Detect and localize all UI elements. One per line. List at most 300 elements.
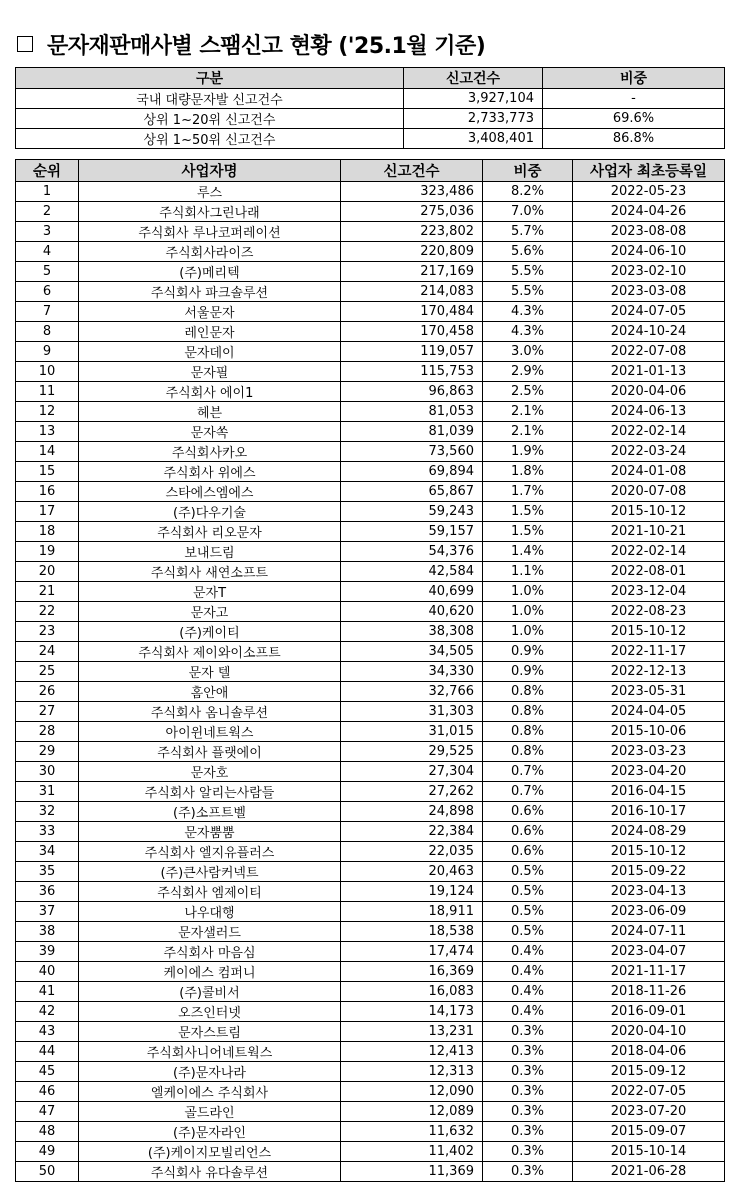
share-cell: 0.9% — [483, 642, 573, 662]
registration-date-cell: 2023-04-20 — [573, 762, 725, 782]
rank-cell: 26 — [16, 682, 79, 702]
share-cell: 4.3% — [483, 322, 573, 342]
report-count-cell: 59,243 — [341, 502, 483, 522]
ranking-header-rank: 순위 — [16, 160, 79, 182]
table-row — [16, 582, 725, 602]
table-row — [16, 622, 725, 642]
company-name-cell: 오즈인터넷 — [79, 1002, 341, 1022]
company-name-cell: 주식회사 유다솔루션 — [79, 1162, 341, 1182]
report-count-cell: 170,484 — [341, 302, 483, 322]
registration-date-cell: 2024-07-05 — [573, 302, 725, 322]
registration-date-cell: 2024-04-26 — [573, 202, 725, 222]
company-name-cell: 주식회사 제이와이소프트 — [79, 642, 341, 662]
table-row — [16, 502, 725, 522]
table-row — [16, 1022, 725, 1042]
table-row — [16, 842, 725, 862]
registration-date-cell: 2015-10-12 — [573, 842, 725, 862]
share-cell: 3.0% — [483, 342, 573, 362]
share-cell: 2.9% — [483, 362, 573, 382]
registration-date-cell: 2018-11-26 — [573, 982, 725, 1002]
table-row — [16, 462, 725, 482]
rank-cell: 30 — [16, 762, 79, 782]
report-count-cell: 19,124 — [341, 882, 483, 902]
registration-date-cell: 2020-07-08 — [573, 482, 725, 502]
company-name-cell: (주)케이지모빌리언스 — [79, 1142, 341, 1162]
table-row — [16, 442, 725, 462]
ranking-table — [15, 159, 725, 1182]
company-name-cell: 주식회사 에이1 — [79, 382, 341, 402]
report-count-cell: 12,413 — [341, 1042, 483, 1062]
share-cell: 5.5% — [483, 282, 573, 302]
share-cell: 1.9% — [483, 442, 573, 462]
rank-cell: 34 — [16, 842, 79, 862]
registration-date-cell: 2015-09-07 — [573, 1122, 725, 1142]
report-count-cell: 16,369 — [341, 962, 483, 982]
rank-cell: 42 — [16, 1002, 79, 1022]
company-name-cell: 주식회사 엘지유플러스 — [79, 842, 341, 862]
share-cell: 2.1% — [483, 402, 573, 422]
rank-cell: 3 — [16, 222, 79, 242]
registration-date-cell: 2023-04-07 — [573, 942, 725, 962]
table-row — [16, 662, 725, 682]
report-count-cell: 20,463 — [341, 862, 483, 882]
report-count-cell: 69,894 — [341, 462, 483, 482]
registration-date-cell: 2022-05-23 — [573, 182, 725, 202]
share-cell: 1.5% — [483, 502, 573, 522]
table-row — [16, 942, 725, 962]
report-count-cell: 59,157 — [341, 522, 483, 542]
share-cell: 0.7% — [483, 762, 573, 782]
share-cell: 0.3% — [483, 1142, 573, 1162]
report-count-cell: 170,458 — [341, 322, 483, 342]
report-count-cell: 24,898 — [341, 802, 483, 822]
table-row — [16, 902, 725, 922]
company-name-cell: 주식회사 마음심 — [79, 942, 341, 962]
registration-date-cell: 2022-12-13 — [573, 662, 725, 682]
rank-cell: 38 — [16, 922, 79, 942]
rank-cell: 46 — [16, 1082, 79, 1102]
company-name-cell: 주식회사 알리는사람들 — [79, 782, 341, 802]
table-row — [16, 802, 725, 822]
registration-date-cell: 2021-01-13 — [573, 362, 725, 382]
registration-date-cell: 2023-06-09 — [573, 902, 725, 922]
rank-cell: 22 — [16, 602, 79, 622]
share-cell: 0.5% — [483, 922, 573, 942]
company-name-cell: 주식회사 새연소프트 — [79, 562, 341, 582]
summary-table — [15, 67, 725, 149]
table-row — [16, 482, 725, 502]
report-count-cell: 11,369 — [341, 1162, 483, 1182]
summary-share-cell: 69.6% — [543, 109, 725, 129]
share-cell: 0.6% — [483, 842, 573, 862]
share-cell: 0.3% — [483, 1082, 573, 1102]
share-cell: 0.3% — [483, 1022, 573, 1042]
share-cell: 1.0% — [483, 622, 573, 642]
share-cell: 0.5% — [483, 882, 573, 902]
registration-date-cell: 2022-11-17 — [573, 642, 725, 662]
share-cell: 5.6% — [483, 242, 573, 262]
company-name-cell: (주)메리텍 — [79, 262, 341, 282]
table-row — [16, 602, 725, 622]
share-cell: 1.1% — [483, 562, 573, 582]
company-name-cell: 문자뿜뿜 — [79, 822, 341, 842]
company-name-cell: 서울문자 — [79, 302, 341, 322]
rank-cell: 41 — [16, 982, 79, 1002]
table-row — [16, 282, 725, 302]
registration-date-cell: 2018-04-06 — [573, 1042, 725, 1062]
table-row — [16, 722, 725, 742]
summary-header-category: 구분 — [16, 68, 404, 89]
registration-date-cell: 2024-08-29 — [573, 822, 725, 842]
rank-cell: 2 — [16, 202, 79, 222]
table-row — [16, 982, 725, 1002]
rank-cell: 50 — [16, 1162, 79, 1182]
rank-cell: 45 — [16, 1062, 79, 1082]
report-count-cell: 40,699 — [341, 582, 483, 602]
company-name-cell: (주)소프트벨 — [79, 802, 341, 822]
report-count-cell: 31,015 — [341, 722, 483, 742]
company-name-cell: 문자고 — [79, 602, 341, 622]
rank-cell: 21 — [16, 582, 79, 602]
summary-category-cell: 국내 대량문자발 신고건수 — [16, 89, 404, 109]
company-name-cell: 주식회사 위에스 — [79, 462, 341, 482]
table-row — [16, 422, 725, 442]
share-cell: 0.5% — [483, 862, 573, 882]
table-row — [16, 1162, 725, 1182]
company-name-cell: 주식회사라이즈 — [79, 242, 341, 262]
registration-date-cell: 2016-09-01 — [573, 1002, 725, 1022]
report-count-cell: 27,262 — [341, 782, 483, 802]
company-name-cell: (주)문자라인 — [79, 1122, 341, 1142]
registration-date-cell: 2015-09-22 — [573, 862, 725, 882]
report-count-cell: 214,083 — [341, 282, 483, 302]
share-cell: 1.8% — [483, 462, 573, 482]
share-cell: 2.5% — [483, 382, 573, 402]
report-count-cell: 32,766 — [341, 682, 483, 702]
table-row — [16, 682, 725, 702]
share-cell: 1.5% — [483, 522, 573, 542]
share-cell: 0.4% — [483, 1002, 573, 1022]
share-cell: 0.4% — [483, 942, 573, 962]
registration-date-cell: 2024-06-10 — [573, 242, 725, 262]
report-count-cell: 96,863 — [341, 382, 483, 402]
rank-cell: 39 — [16, 942, 79, 962]
registration-date-cell: 2015-09-12 — [573, 1062, 725, 1082]
table-row — [16, 1142, 725, 1162]
table-row — [16, 562, 725, 582]
summary-header-row — [16, 68, 725, 89]
rank-cell: 1 — [16, 182, 79, 202]
rank-cell: 5 — [16, 262, 79, 282]
company-name-cell: 문자샐러드 — [79, 922, 341, 942]
share-cell: 0.3% — [483, 1042, 573, 1062]
registration-date-cell: 2024-01-08 — [573, 462, 725, 482]
rank-cell: 9 — [16, 342, 79, 362]
company-name-cell: 문자스트림 — [79, 1022, 341, 1042]
share-cell: 5.5% — [483, 262, 573, 282]
share-cell: 0.6% — [483, 822, 573, 842]
registration-date-cell: 2022-08-01 — [573, 562, 725, 582]
company-name-cell: 주식회사 루나코퍼레이션 — [79, 222, 341, 242]
report-count-cell: 27,304 — [341, 762, 483, 782]
report-count-cell: 22,384 — [341, 822, 483, 842]
share-cell: 1.4% — [483, 542, 573, 562]
company-name-cell: 케이에스 컴퍼니 — [79, 962, 341, 982]
rank-cell: 12 — [16, 402, 79, 422]
page-title-text: 문자재판매사별 스팸신고 현황 ('25.1월 기준) — [47, 33, 486, 59]
share-cell: 1.0% — [483, 602, 573, 622]
summary-count-cell: 3,927,104 — [404, 89, 543, 109]
rank-cell: 27 — [16, 702, 79, 722]
table-row — [16, 862, 725, 882]
registration-date-cell: 2021-11-17 — [573, 962, 725, 982]
share-cell: 4.3% — [483, 302, 573, 322]
company-name-cell: (주)콜비서 — [79, 982, 341, 1002]
report-count-cell: 65,867 — [341, 482, 483, 502]
share-cell: 0.3% — [483, 1102, 573, 1122]
report-count-cell: 14,173 — [341, 1002, 483, 1022]
summary-count-cell: 2,733,773 — [404, 109, 543, 129]
rank-cell: 24 — [16, 642, 79, 662]
rank-cell: 19 — [16, 542, 79, 562]
rank-cell: 18 — [16, 522, 79, 542]
report-count-cell: 54,376 — [341, 542, 483, 562]
table-row — [16, 262, 725, 282]
rank-cell: 17 — [16, 502, 79, 522]
rank-cell: 36 — [16, 882, 79, 902]
company-name-cell: 스타에스엠에스 — [79, 482, 341, 502]
registration-date-cell: 2024-10-24 — [573, 322, 725, 342]
share-cell: 0.4% — [483, 982, 573, 1002]
company-name-cell: 레인문자 — [79, 322, 341, 342]
company-name-cell: 주식회사 플랫에이 — [79, 742, 341, 762]
report-count-cell: 119,057 — [341, 342, 483, 362]
share-cell: 0.3% — [483, 1122, 573, 1142]
rank-cell: 4 — [16, 242, 79, 262]
registration-date-cell: 2022-02-14 — [573, 542, 725, 562]
report-count-cell: 323,486 — [341, 182, 483, 202]
summary-category-cell: 상위 1~50위 신고건수 — [16, 129, 404, 149]
report-count-cell: 12,090 — [341, 1082, 483, 1102]
table-row — [16, 762, 725, 782]
table-row — [16, 962, 725, 982]
table-row — [16, 642, 725, 662]
share-cell: 0.5% — [483, 902, 573, 922]
share-cell: 1.7% — [483, 482, 573, 502]
report-count-cell: 22,035 — [341, 842, 483, 862]
report-count-cell: 11,402 — [341, 1142, 483, 1162]
page-title — [17, 24, 485, 64]
registration-date-cell: 2024-04-05 — [573, 702, 725, 722]
table-row — [16, 882, 725, 902]
company-name-cell: 엘케이에스 주식회사 — [79, 1082, 341, 1102]
share-cell: 5.7% — [483, 222, 573, 242]
report-count-cell: 42,584 — [341, 562, 483, 582]
summary-row — [16, 109, 725, 129]
registration-date-cell: 2022-03-24 — [573, 442, 725, 462]
report-count-cell: 12,313 — [341, 1062, 483, 1082]
table-row — [16, 402, 725, 422]
rank-cell: 10 — [16, 362, 79, 382]
company-name-cell: 주식회사카오 — [79, 442, 341, 462]
checkbox-square-icon — [17, 36, 33, 52]
rank-cell: 23 — [16, 622, 79, 642]
company-name-cell: 문자호 — [79, 762, 341, 782]
report-count-cell: 18,538 — [341, 922, 483, 942]
registration-date-cell: 2015-10-14 — [573, 1142, 725, 1162]
share-cell: 0.3% — [483, 1162, 573, 1182]
table-row — [16, 522, 725, 542]
table-row — [16, 322, 725, 342]
rank-cell: 44 — [16, 1042, 79, 1062]
rank-cell: 40 — [16, 962, 79, 982]
company-name-cell: 문자T — [79, 582, 341, 602]
table-row — [16, 742, 725, 762]
registration-date-cell: 2023-04-13 — [573, 882, 725, 902]
registration-date-cell: 2024-07-11 — [573, 922, 725, 942]
table-row — [16, 922, 725, 942]
registration-date-cell: 2021-10-21 — [573, 522, 725, 542]
registration-date-cell: 2015-10-06 — [573, 722, 725, 742]
registration-date-cell: 2021-06-28 — [573, 1162, 725, 1182]
table-row — [16, 302, 725, 322]
report-count-cell: 34,505 — [341, 642, 483, 662]
share-cell: 0.3% — [483, 1062, 573, 1082]
report-count-cell: 18,911 — [341, 902, 483, 922]
rank-cell: 15 — [16, 462, 79, 482]
registration-date-cell: 2023-03-08 — [573, 282, 725, 302]
registration-date-cell: 2023-02-10 — [573, 262, 725, 282]
registration-date-cell: 2023-07-20 — [573, 1102, 725, 1122]
company-name-cell: 헤븐 — [79, 402, 341, 422]
table-row — [16, 822, 725, 842]
table-row — [16, 1102, 725, 1122]
summary-header-count: 신고건수 — [404, 68, 543, 89]
rank-cell: 16 — [16, 482, 79, 502]
rank-cell: 37 — [16, 902, 79, 922]
rank-cell: 33 — [16, 822, 79, 842]
summary-count-cell: 3,408,401 — [404, 129, 543, 149]
rank-cell: 32 — [16, 802, 79, 822]
report-count-cell: 81,053 — [341, 402, 483, 422]
company-name-cell: 보내드림 — [79, 542, 341, 562]
company-name-cell: 주식회사 리오문자 — [79, 522, 341, 542]
share-cell: 7.0% — [483, 202, 573, 222]
table-row — [16, 542, 725, 562]
report-count-cell: 223,802 — [341, 222, 483, 242]
share-cell: 0.8% — [483, 702, 573, 722]
table-row — [16, 702, 725, 722]
company-name-cell: 문자 텔 — [79, 662, 341, 682]
rank-cell: 13 — [16, 422, 79, 442]
table-row — [16, 342, 725, 362]
registration-date-cell: 2015-10-12 — [573, 502, 725, 522]
share-cell: 0.9% — [483, 662, 573, 682]
report-count-cell: 38,308 — [341, 622, 483, 642]
rank-cell: 35 — [16, 862, 79, 882]
rank-cell: 25 — [16, 662, 79, 682]
table-row — [16, 1122, 725, 1142]
company-name-cell: 골드라인 — [79, 1102, 341, 1122]
registration-date-cell: 2020-04-06 — [573, 382, 725, 402]
rank-cell: 8 — [16, 322, 79, 342]
registration-date-cell: 2023-08-08 — [573, 222, 725, 242]
registration-date-cell: 2023-12-04 — [573, 582, 725, 602]
registration-date-cell: 2023-03-23 — [573, 742, 725, 762]
table-row — [16, 1062, 725, 1082]
ranking-header-count: 신고건수 — [341, 160, 483, 182]
registration-date-cell: 2015-10-12 — [573, 622, 725, 642]
rank-cell: 28 — [16, 722, 79, 742]
table-row — [16, 242, 725, 262]
rank-cell: 14 — [16, 442, 79, 462]
report-count-cell: 73,560 — [341, 442, 483, 462]
rank-cell: 29 — [16, 742, 79, 762]
table-row — [16, 1042, 725, 1062]
share-cell: 1.0% — [483, 582, 573, 602]
registration-date-cell: 2022-07-08 — [573, 342, 725, 362]
report-count-cell: 220,809 — [341, 242, 483, 262]
company-name-cell: 루스 — [79, 182, 341, 202]
table-row — [16, 382, 725, 402]
table-row — [16, 1002, 725, 1022]
company-name-cell: (주)다우기술 — [79, 502, 341, 522]
registration-date-cell: 2020-04-10 — [573, 1022, 725, 1042]
rank-cell: 7 — [16, 302, 79, 322]
share-cell: 0.4% — [483, 962, 573, 982]
registration-date-cell: 2022-02-14 — [573, 422, 725, 442]
report-count-cell: 217,169 — [341, 262, 483, 282]
company-name-cell: 주식회사니어네트웍스 — [79, 1042, 341, 1062]
report-count-cell: 17,474 — [341, 942, 483, 962]
rank-cell: 20 — [16, 562, 79, 582]
rank-cell: 48 — [16, 1122, 79, 1142]
company-name-cell: (주)큰사람커넥트 — [79, 862, 341, 882]
report-count-cell: 40,620 — [341, 602, 483, 622]
registration-date-cell: 2024-06-13 — [573, 402, 725, 422]
company-name-cell: 주식회사 옴니솔루션 — [79, 702, 341, 722]
table-row — [16, 782, 725, 802]
ranking-header-company: 사업자명 — [79, 160, 341, 182]
summary-category-cell: 상위 1~20위 신고건수 — [16, 109, 404, 129]
registration-date-cell: 2016-04-15 — [573, 782, 725, 802]
registration-date-cell: 2022-08-23 — [573, 602, 725, 622]
report-count-cell: 275,036 — [341, 202, 483, 222]
report-count-cell: 16,083 — [341, 982, 483, 1002]
table-row — [16, 362, 725, 382]
company-name-cell: 주식회사 파크솔루션 — [79, 282, 341, 302]
registration-date-cell: 2023-05-31 — [573, 682, 725, 702]
company-name-cell: 나우대행 — [79, 902, 341, 922]
rank-cell: 11 — [16, 382, 79, 402]
share-cell: 0.8% — [483, 722, 573, 742]
report-count-cell: 81,039 — [341, 422, 483, 442]
rank-cell: 49 — [16, 1142, 79, 1162]
report-count-cell: 34,330 — [341, 662, 483, 682]
company-name-cell: 문자쏙 — [79, 422, 341, 442]
summary-row — [16, 89, 725, 109]
report-count-cell: 13,231 — [341, 1022, 483, 1042]
company-name-cell: (주)문자나라 — [79, 1062, 341, 1082]
report-count-cell: 31,303 — [341, 702, 483, 722]
share-cell: 0.8% — [483, 682, 573, 702]
table-row — [16, 222, 725, 242]
summary-share-cell: - — [543, 89, 725, 109]
rank-cell: 47 — [16, 1102, 79, 1122]
summary-row — [16, 129, 725, 149]
report-count-cell: 29,525 — [341, 742, 483, 762]
company-name-cell: 홈안애 — [79, 682, 341, 702]
